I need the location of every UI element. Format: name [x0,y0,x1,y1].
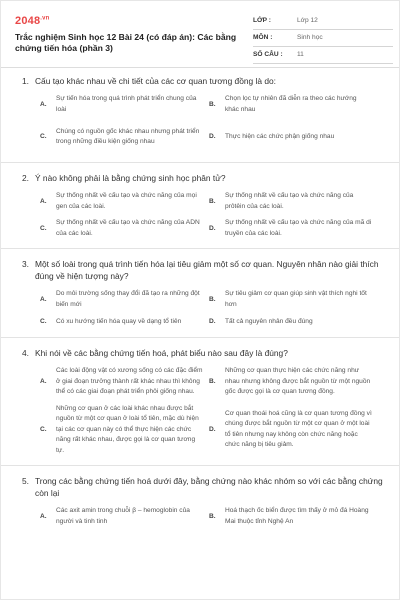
answer-option-b[interactable] [209,289,378,310]
option-text: Sự tiêu giảm cơ quan giúp sinh vật thích nghi tốt hơn [225,290,367,308]
answer-option-a[interactable] [40,94,209,115]
answer-option-b[interactable] [209,94,378,115]
option-text: Do môi trường sống thay đổi đã tạo ra những đột biến mới [56,290,200,308]
question-1 [1,75,400,153]
meta-label: LỚP : [253,17,271,24]
question-4 [1,347,400,456]
answer-option-d[interactable] [209,316,378,328]
option-letter: C. [40,224,47,232]
option-text: Tất cả nguyên nhân đều đúng [225,317,313,325]
option-letter: D. [209,224,216,232]
answer-options [40,366,378,456]
answer-option-a[interactable] [40,506,209,527]
option-letter: D. [209,132,216,140]
option-text: Sự thống nhất về cấu tạo và chức năng của mọi gen của các loài. [56,192,197,210]
answer-options [40,506,378,527]
quiz-meta-table [253,13,393,64]
option-text: Thực hiện các chức phận giống nhau [225,132,335,140]
meta-value: 11 [297,51,304,58]
answer-option-d[interactable] [209,218,378,239]
option-letter: C. [40,132,47,140]
answer-option-b[interactable] [209,191,378,212]
answer-option-b[interactable] [209,366,378,398]
logo-suffix: .vn [40,15,50,22]
question-text: Khi nói về các bằng chứng tiến hoá, phát biểu nào sau đây là đúng? [35,348,288,358]
meta-label: SỐ CÂU : [253,51,283,58]
option-letter: A. [40,295,47,303]
question-2 [1,172,400,239]
answer-option-c[interactable] [40,316,209,328]
answer-option-b[interactable] [209,506,378,527]
answer-option-d[interactable] [209,121,378,153]
option-letter: B. [209,377,216,385]
option-text: Sự thống nhất về cấu tạo và chức năng của prôtêin của các loài. [225,192,354,210]
site-logo[interactable] [15,15,50,27]
option-letter: B. [209,295,216,303]
option-letter: C. [40,317,47,325]
question-divider [1,337,399,338]
option-text: Chọn lọc tự nhiên đã diễn ra theo các hướng khác nhau [225,95,357,113]
question-text: Ý nào không phải là bằng chứng sinh học phân tử? [35,173,226,183]
question-text: Trong các bằng chứng tiến hoá dưới đây, bằng chứng nào khác nhóm so với các bằng chứng còn lại [35,476,383,498]
meta-value: Sinh học [297,34,323,41]
option-letter: A. [40,100,47,108]
option-text: Những cơ quan ở các loài khác nhau được bắt nguồn từ một cơ quan ở loài tổ tiên, mặc dù hiện tại các cơ quan này có thể thực hiện các chức năng rất khác nhau, được gọi là cơ quan tương tự. [56,404,199,454]
option-letter: B. [209,100,216,108]
option-text: Các loài động vật có xương sống có các đặc điểm ở giai đoạn trưởng thành rất khác nhau thì không thể có các giai đoạn phát triển phôi giống nhau. [56,367,203,395]
question-stem [1,347,400,359]
meta-label: MÔN : [253,34,273,41]
question-number: 4. [22,348,29,358]
answer-option-a[interactable] [40,191,209,212]
answer-option-c[interactable] [40,121,209,153]
question-text: Một số loài trong quá trình tiến hóa lại tiêu giảm một số cơ quan. Nguyên nhân nào giải thích đúng về hiện tượng này? [35,259,379,281]
option-letter: A. [40,512,47,520]
question-stem [1,258,400,282]
page-header [15,13,391,63]
question-text: Cấu tạo khác nhau về chi tiết của các cơ quan tương đồng là do: [35,76,277,86]
option-text: Các axit amin trong chuỗi β – hemoglobin của người và tinh tinh [56,507,190,525]
option-text: Sự thống nhất về cấu tạo và chức năng của ADN của các loài. [56,219,200,237]
option-text: Chúng có nguồn gốc khác nhau nhưng phát triển trong những điều kiện giống nhau [56,127,200,145]
logo-text: 2048 [15,15,41,27]
question-list [1,75,400,527]
answer-options [40,191,378,239]
answer-option-a[interactable] [40,366,209,398]
meta-row-question-count [253,47,393,64]
option-letter: C. [40,425,47,433]
option-letter: B. [209,197,216,205]
option-text: Cơ quan thoái hoá cũng là cơ quan tương đồng vì chúng được bắt nguồn từ một cơ quan ở một loài tổ tiên nhưng nay không còn chức năng hoặc chức năng bị tiêu giảm. [225,409,372,449]
meta-value: Lớp 12 [297,17,318,24]
answer-option-a[interactable] [40,289,209,310]
option-letter: B. [209,512,216,520]
question-stem [1,75,400,87]
option-text: Những cơ quan thực hiện các chức năng như nhau nhưng không được bắt nguồn từ một nguồn gốc được gọi là cơ quan tương đồng. [225,367,371,395]
option-letter: D. [209,317,216,325]
question-stem [1,172,400,184]
question-divider [1,465,399,466]
option-text: Hoá thạch ốc biển được tìm thấy ở mỏ đá Hoàng Mai thuộc tỉnh Nghệ An [225,507,369,525]
question-divider [1,248,399,249]
meta-row-class [253,13,393,30]
option-letter: D. [209,425,216,433]
option-letter: A. [40,377,47,385]
answer-option-c[interactable] [40,404,209,457]
question-3 [1,258,400,328]
question-stem [1,475,400,499]
question-number: 3. [22,259,29,269]
option-text: Sự thống nhất về cấu tạo và chức năng của mã di truyền của các loài. [225,219,372,237]
answer-options [40,289,378,328]
question-number: 1. [22,76,29,86]
page-title: Trắc nghiệm Sinh học 12 Bài 24 (có đáp án): Các bằng chứng tiến hóa (phần 3) [15,32,237,53]
question-divider [1,162,399,163]
option-letter: A. [40,197,47,205]
header-divider [1,67,399,68]
answer-option-d[interactable] [209,404,378,457]
option-text: Sự tiến hóa trong quá trình phát triển chung của loài [56,95,197,113]
answer-options [40,94,378,153]
question-5 [1,475,400,527]
option-text: Có xu hướng tiến hóa quay về dạng tổ tiên [56,317,182,325]
question-number: 5. [22,476,29,486]
question-number: 2. [22,173,29,183]
meta-row-subject [253,30,393,47]
answer-option-c[interactable] [40,218,209,239]
